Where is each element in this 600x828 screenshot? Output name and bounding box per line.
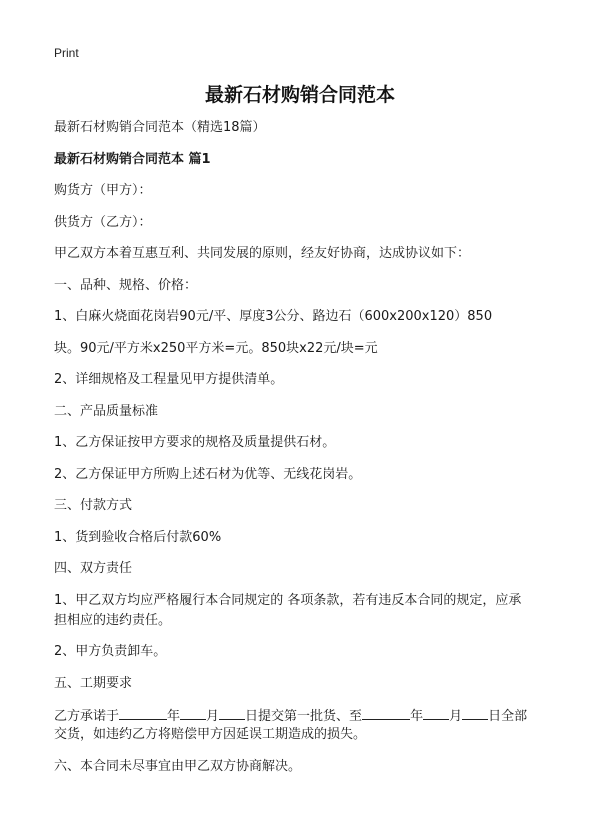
section-1-item-2: 2、详细规格及工程量见甲方提供清单。 <box>54 372 284 387</box>
sec5-month-1: 月 <box>206 709 220 724</box>
blank-line <box>362 705 410 720</box>
sec5-text-c: 日全部 <box>488 709 528 724</box>
section-1-item-1-line-2: 块。90元/平方米x250平方米=元。850块x22元/块=元 <box>54 340 378 356</box>
blank-line <box>119 705 167 720</box>
section-2-item-1: 1、乙方保证按甲方要求的规格及质量提供石材。 <box>54 435 336 450</box>
section-4-item-1-line-1: 1、甲乙双方均应严格履行本合同规定的 各项条款，若有违反本合同的规定，应承 <box>54 592 522 608</box>
intro-paragraph: 甲乙双方本着互惠互利、共同发展的原则，经友好协商，达成协议如下： <box>54 246 471 261</box>
document-title: 最新石材购销合同范本 <box>204 84 395 106</box>
sec5-text-a: 乙方承诺于 <box>54 709 120 724</box>
blank-line <box>219 705 245 720</box>
buyer-line: 购货方（甲方）： <box>54 183 152 198</box>
document-body <box>54 118 554 788</box>
section-5-title: 五、工期要求 <box>54 675 133 691</box>
print-label: Print <box>54 46 79 60</box>
section-6-title: 六、本合同未尽事宜由甲乙双方协商解决。 <box>54 758 302 774</box>
sec5-text-b: 日提交第一批货、至 <box>245 709 363 724</box>
section-2-title: 二、产品质量标准 <box>54 403 159 419</box>
seller-line: 供货方（乙方）： <box>54 214 152 230</box>
blank-line <box>462 705 488 720</box>
blank-line <box>423 705 449 720</box>
section-heading: 最新石材购销合同范本 篇1 <box>54 151 211 167</box>
sec5-month-2: 月 <box>449 709 463 724</box>
blank-line <box>180 705 206 720</box>
section-1-title: 一、品种、规格、价格： <box>54 277 198 293</box>
section-4-title: 四、双方责任 <box>54 561 133 576</box>
section-2-item-2: 2、乙方保证甲方所购上述石材为优等、无线花岗岩。 <box>54 466 362 482</box>
section-3-title: 三、付款方式 <box>54 498 133 513</box>
section-4-item-1-line-2: 担相应的违约责任。 <box>54 612 172 628</box>
section-4-item-2: 2、甲方负责卸车。 <box>54 644 167 659</box>
sec5-year-1: 年 <box>167 709 181 724</box>
section-3-item-1: 1、货到验收合格后付款60% <box>54 529 222 545</box>
document-subtitle: 最新石材购销合同范本（精选18篇） <box>54 120 266 135</box>
sec5-year-2: 年 <box>410 709 424 724</box>
section-5-paragraph-line-1 <box>54 705 554 725</box>
section-5-paragraph-line-2: 交货，如违约乙方将赔偿甲方因延误工期造成的损失。 <box>54 727 367 742</box>
section-1-item-1-line-1: 1、白麻火烧面花岗岩90元/平、厚度3公分、路边石（600x200x120）850 <box>54 309 493 324</box>
